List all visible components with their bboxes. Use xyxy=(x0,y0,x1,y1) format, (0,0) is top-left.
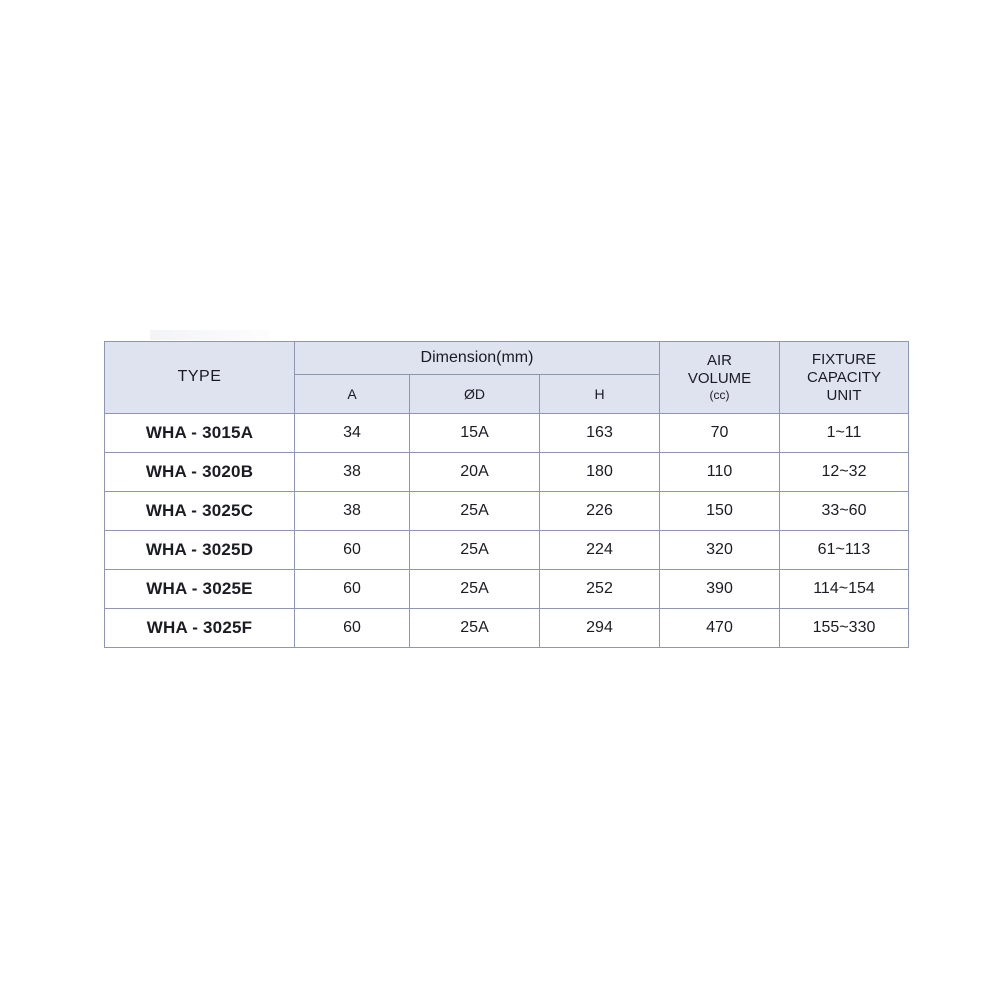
cell-fixture-capacity: 155~330 xyxy=(780,609,909,648)
table-row xyxy=(105,609,909,648)
cell-type: WHA - 3025D xyxy=(105,531,295,570)
cell-dimension-a: 34 xyxy=(295,414,410,453)
column-header-type: TYPE xyxy=(105,342,295,414)
table-row xyxy=(105,531,909,570)
specification-table xyxy=(104,341,909,648)
cell-type: WHA - 3025F xyxy=(105,609,295,648)
column-header-dimension-od: ØD xyxy=(410,375,540,414)
cell-air-volume: 320 xyxy=(660,531,780,570)
column-header-dimension-a: A xyxy=(295,375,410,414)
cell-fixture-capacity: 114~154 xyxy=(780,570,909,609)
table-row xyxy=(105,414,909,453)
table-header-row-1 xyxy=(105,342,909,375)
cell-air-volume: 390 xyxy=(660,570,780,609)
cell-dimension-a: 38 xyxy=(295,492,410,531)
cell-air-volume: 70 xyxy=(660,414,780,453)
cell-dimension-od: 15A xyxy=(410,414,540,453)
cell-dimension-h: 252 xyxy=(540,570,660,609)
fixture-line1: FIXTURE xyxy=(811,350,877,368)
cell-dimension-od: 25A xyxy=(410,609,540,648)
cell-fixture-capacity: 61~113 xyxy=(780,531,909,570)
cell-dimension-a: 38 xyxy=(295,453,410,492)
air-volume-unit: (cc) xyxy=(709,388,730,403)
cell-dimension-od: 20A xyxy=(410,453,540,492)
fixture-line3: UNIT xyxy=(826,386,862,404)
table-row xyxy=(105,492,909,531)
cell-dimension-h: 180 xyxy=(540,453,660,492)
cell-dimension-a: 60 xyxy=(295,570,410,609)
column-header-dimension-h: H xyxy=(540,375,660,414)
air-volume-line1: AIR xyxy=(706,352,732,370)
cell-dimension-a: 60 xyxy=(295,531,410,570)
cell-fixture-capacity: 33~60 xyxy=(780,492,909,531)
cell-fixture-capacity: 12~32 xyxy=(780,453,909,492)
cell-dimension-od: 25A xyxy=(410,492,540,531)
cell-type: WHA - 3015A xyxy=(105,414,295,453)
cell-dimension-h: 224 xyxy=(540,531,660,570)
cell-dimension-h: 226 xyxy=(540,492,660,531)
column-header-air-volume xyxy=(660,342,780,414)
cell-dimension-h: 294 xyxy=(540,609,660,648)
column-header-fixture-capacity-unit xyxy=(780,342,909,414)
specification-table-container xyxy=(104,341,908,648)
table-row xyxy=(105,453,909,492)
cell-dimension-a: 60 xyxy=(295,609,410,648)
air-volume-line2: VOLUME xyxy=(687,370,752,388)
table-row xyxy=(105,570,909,609)
scan-artifact xyxy=(150,330,270,340)
fixture-line2: CAPACITY xyxy=(807,368,881,386)
table-header xyxy=(105,342,909,414)
cell-type: WHA - 3020B xyxy=(105,453,295,492)
cell-air-volume: 470 xyxy=(660,609,780,648)
cell-fixture-capacity: 1~11 xyxy=(780,414,909,453)
table-body xyxy=(105,414,909,648)
column-header-dimension: Dimension(mm) xyxy=(295,342,660,375)
cell-dimension-od: 25A xyxy=(410,570,540,609)
cell-type: WHA - 3025C xyxy=(105,492,295,531)
cell-air-volume: 110 xyxy=(660,453,780,492)
cell-dimension-od: 25A xyxy=(410,531,540,570)
cell-type: WHA - 3025E xyxy=(105,570,295,609)
cell-air-volume: 150 xyxy=(660,492,780,531)
cell-dimension-h: 163 xyxy=(540,414,660,453)
